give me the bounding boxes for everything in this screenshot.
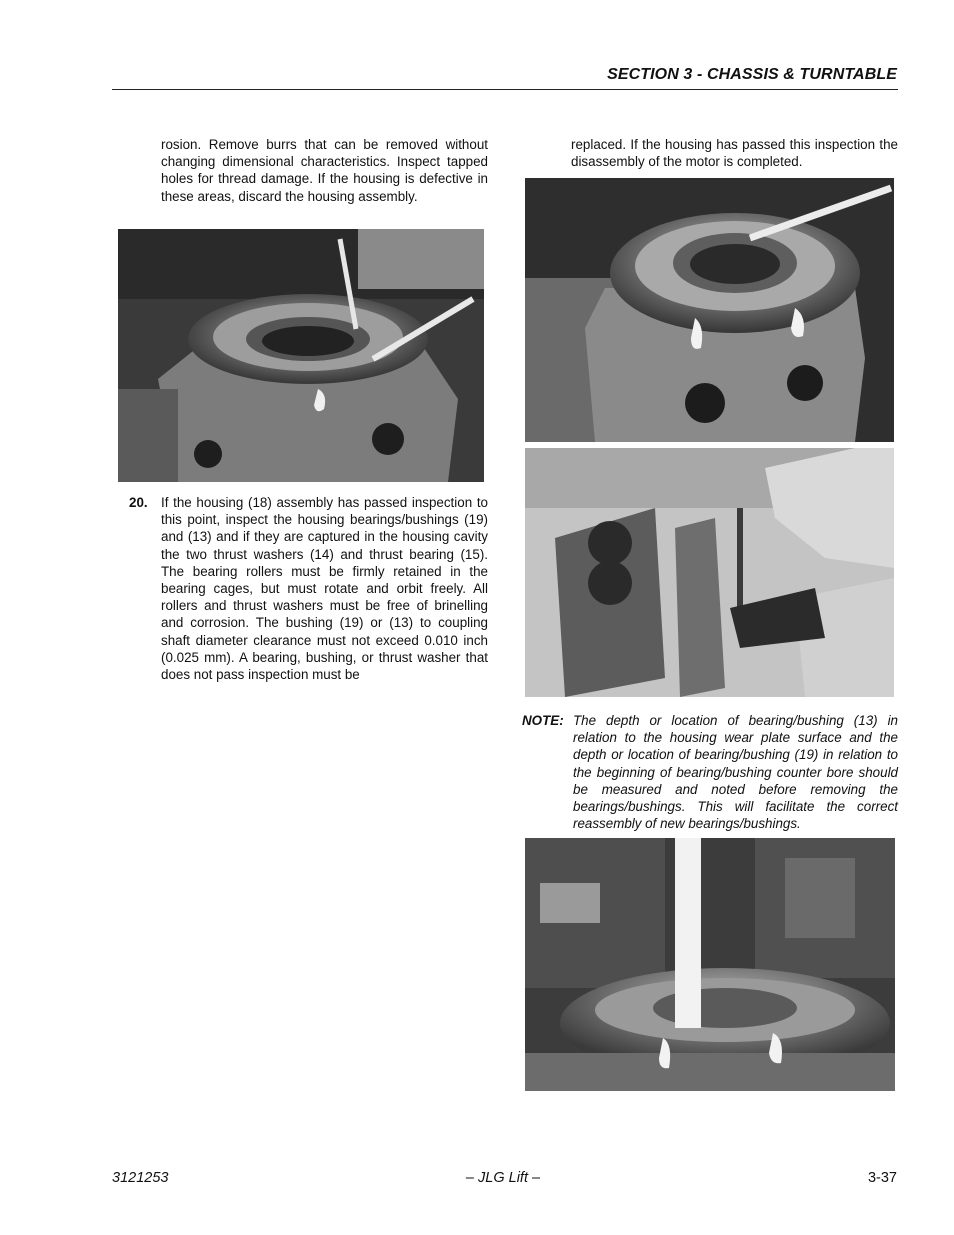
photo-housing-top-view [525, 178, 894, 442]
step-text: If the housing (18) assembly has passed inspection to this point, inspect the housing bearings/bushings (19) and (13) and if they are captured in the housing cavity the two thrust washers (14) and thrust bearing (15). The bearing rollers must be firmly retained in the bearing cages, but must rotate and orbit freely. All rollers and thrust washers must be free of brinelling and corrosion. The bushing (19) or (13) to coupling shaft diameter clearance must not exceed 0.010 inch (0.025 mm). A bearing, bushing, or thrust washer that does not pass inspection must be [161, 495, 488, 683]
photo-housing-depth-measure [525, 838, 895, 1091]
note-text: The depth or location of bearing/bushing (13) in relation to the housing wear plate surface and the depth or location of bearing/bushing (19) in relation to the beginning of bearing/bushing counter bore should be measured and noted before removing the bearings/bushings. This will facilitate the correct reassembly of new bearings/bushings. [573, 713, 898, 832]
photo-micrometer-measurement [525, 448, 894, 697]
footer-publisher: – JLG Lift – [465, 1170, 541, 1186]
footer-doc-number: 3121253 [112, 1170, 169, 1186]
footer-page-number: 3-37 [867, 1170, 897, 1186]
section-title: SECTION 3 - CHASSIS & TURNTABLE [607, 66, 897, 83]
continued-paragraph-right: replaced. If the housing has passed this inspection the disassembly of the motor is completed. [571, 137, 898, 170]
note-label: NOTE: [522, 713, 564, 728]
header-rule [112, 89, 898, 90]
step-number: 20. [129, 495, 148, 510]
photo-housing-inspection-pencils [118, 229, 484, 482]
continued-paragraph-left: rosion. Remove burrs that can be removed without changing dimensional characteristics. Inspect tapped holes for thread damage. If the housing is defective in these areas, discard the housing assembly. [161, 137, 488, 204]
